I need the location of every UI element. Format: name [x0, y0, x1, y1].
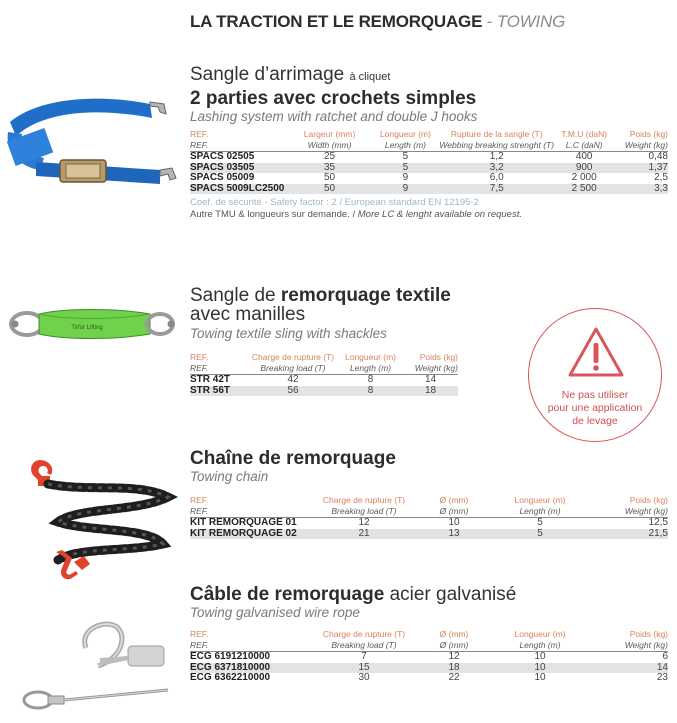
ref-cell: ECG 6191210000	[190, 651, 271, 662]
table-cell: 10	[534, 651, 546, 662]
textile-header-en	[190, 363, 458, 375]
header-cell: L.C (daN)	[554, 140, 614, 152]
textile-title-bold: remorquage textile	[280, 285, 451, 306]
table-cell: 13	[418, 529, 490, 540]
table-cell: 8	[367, 374, 374, 385]
header-cell: T.M.U (daN)	[561, 129, 608, 139]
lashing-title-line1	[190, 64, 668, 88]
table-cell: 6	[662, 651, 668, 662]
header-cell: Weight (kg)	[590, 506, 668, 518]
chain-subtitle: Towing chain	[190, 469, 269, 484]
textile-title-light: Sangle de	[190, 285, 276, 306]
table-cell: 10	[490, 663, 590, 674]
table-cell: 2 500	[554, 184, 614, 195]
table-cell: 30	[358, 672, 370, 683]
sling-brand-text: Tirfor Lifting	[71, 325, 103, 331]
table-cell: 14	[424, 374, 437, 385]
header-cell: Breaking load (T)	[248, 363, 338, 375]
table-cell: 2,5	[654, 172, 668, 183]
table-cell: 50	[288, 184, 372, 195]
table-cell: 9	[402, 172, 409, 183]
table-cell: 22	[448, 672, 460, 683]
table-row	[190, 518, 668, 529]
cable-table	[190, 629, 668, 684]
cable-header-en	[190, 640, 668, 652]
table-cell: 3,2	[439, 163, 554, 174]
header-cell: REF.	[190, 140, 288, 152]
table-cell: 3,3	[614, 184, 668, 195]
textile-subtitle: Towing textile sling with shackles	[190, 326, 387, 341]
table-cell: 35	[288, 163, 372, 174]
table-cell: 5	[372, 163, 440, 174]
availability-note	[190, 209, 668, 220]
warning-triangle-icon	[566, 325, 626, 381]
textile-table	[190, 352, 458, 396]
table-cell: 7	[361, 651, 367, 662]
table-cell: 18	[403, 386, 458, 397]
header-cell: Charge de rupture (T)	[322, 629, 406, 639]
table-cell: 5	[537, 517, 543, 528]
textile-title-line1	[190, 285, 470, 306]
header-cell: REF.	[190, 640, 310, 652]
table-cell: 12	[358, 517, 370, 528]
header-cell: Largeur (mm)	[303, 129, 356, 139]
header-cell: Ø (mm)	[439, 495, 469, 505]
header-cell: Length (m)	[338, 363, 403, 375]
table-cell: 1,37	[614, 163, 668, 174]
ref-cell: SPACS 03505	[190, 163, 288, 174]
header-cell: Poids (kg)	[629, 629, 668, 639]
table-row	[190, 173, 668, 184]
table-cell: 42	[287, 374, 299, 385]
header-cell: REF.	[190, 352, 209, 362]
chain-header-fr	[190, 495, 668, 506]
header-cell: Longueur (m)	[514, 495, 566, 505]
table-cell: 23	[656, 672, 668, 683]
header-cell: REF.	[190, 363, 248, 375]
lashing-header-fr	[190, 129, 668, 140]
cable-header-fr	[190, 629, 668, 640]
header-cell: Ø (mm)	[418, 640, 490, 652]
lashing-section	[190, 64, 668, 220]
header-cell: Poids (kg)	[419, 352, 458, 362]
chain-table	[190, 495, 668, 539]
page-title-separator: -	[486, 12, 493, 31]
textile-header-fr	[190, 352, 458, 363]
header-cell: Length (m)	[490, 506, 590, 518]
header-cell: Length (m)	[372, 140, 440, 152]
cable-title	[190, 584, 668, 605]
table-cell: 9	[372, 184, 440, 195]
header-cell: Weight (kg)	[614, 140, 668, 152]
table-row	[190, 386, 458, 397]
warning-text	[529, 389, 661, 428]
lashing-table	[190, 129, 668, 194]
safety-note: Coef. de sécurité - Safety factor : 2 / European standard EN 12195-2	[190, 197, 479, 208]
ref-cell: SPACS 02505	[190, 151, 255, 162]
header-cell: REF.	[190, 629, 209, 639]
lashing-title-small: à cliquet	[349, 71, 391, 83]
ref-cell: STR 56T	[190, 386, 248, 397]
header-cell: Rupture de la sangle (T)	[450, 129, 543, 139]
cable-subtitle: Towing galvanised wire rope	[190, 605, 360, 620]
header-cell: Poids (kg)	[629, 495, 668, 505]
lashing-title-main: Sangle d’arrimage	[190, 64, 345, 85]
page-title	[190, 12, 565, 32]
table-cell: 2 000	[571, 172, 597, 183]
ref-cell: SPACS 5009LC2500	[190, 184, 288, 195]
warning-line: Ne pas utiliser	[561, 389, 629, 401]
chain-header-en	[190, 506, 668, 518]
header-cell: REF.	[190, 495, 209, 505]
cable-title-light: acier galvanisé	[389, 584, 517, 605]
header-cell: Longueur (m)	[514, 629, 566, 639]
towing-chain-image	[18, 452, 178, 582]
table-row	[190, 152, 668, 163]
warning-line: pour une application	[547, 402, 643, 414]
chain-section	[190, 448, 668, 539]
table-row	[190, 184, 668, 195]
table-cell: 7,5	[439, 184, 554, 195]
table-cell: 18	[418, 663, 490, 674]
availability-note-en: More LC & lenght available on request.	[357, 209, 522, 220]
header-cell: Longueur (m)	[344, 352, 397, 362]
ref-cell: KIT REMORQUAGE 02	[190, 529, 310, 540]
header-cell: Breaking load (T)	[310, 506, 418, 518]
no-lifting-warning-badge	[528, 308, 662, 442]
header-cell: Poids (kg)	[629, 129, 668, 139]
header-cell: Breaking load (T)	[310, 640, 418, 652]
textile-sling-image	[5, 298, 180, 350]
table-cell: 12,5	[648, 517, 668, 528]
header-cell: Weight (kg)	[403, 363, 458, 375]
table-cell: 14	[590, 663, 668, 674]
table-row	[190, 673, 668, 684]
wire-rope-image	[18, 618, 178, 720]
chain-title: Chaîne de remorquage	[190, 448, 396, 469]
header-cell: Width (mm)	[288, 140, 372, 152]
table-row	[190, 529, 668, 540]
header-cell: REF.	[190, 129, 209, 139]
header-cell: Length (m)	[490, 640, 590, 652]
table-cell: 10	[534, 672, 546, 683]
table-cell: 21	[310, 529, 418, 540]
table-cell: 50	[323, 172, 336, 183]
table-cell: 5	[490, 529, 590, 540]
header-cell: Weight (kg)	[590, 640, 668, 652]
table-cell: 400	[575, 151, 593, 162]
ref-cell: STR 42T	[190, 374, 231, 385]
table-cell: 15	[310, 663, 418, 674]
table-cell: 0,48	[648, 151, 668, 162]
header-cell: REF.	[190, 506, 310, 518]
table-cell: 6,0	[489, 172, 504, 183]
header-cell: Ø (mm)	[418, 506, 490, 518]
cable-section	[190, 584, 668, 684]
header-cell: Longueur (m)	[379, 129, 431, 139]
page-title-en: TOWING	[496, 12, 566, 31]
table-cell: 900	[554, 163, 614, 174]
header-cell: Ø (mm)	[439, 629, 469, 639]
ref-cell: SPACS 05009	[190, 172, 255, 183]
table-cell: 12	[448, 651, 460, 662]
table-cell: 5	[402, 151, 409, 162]
lashing-header-en	[190, 140, 668, 152]
table-row	[190, 652, 668, 663]
ref-cell: ECG 6362210000	[190, 672, 271, 683]
textile-title-line2: avec manilles	[190, 304, 306, 325]
ratchet-strap-image	[0, 92, 180, 202]
availability-note-fr: Autre TMU & longueurs sur demande. /	[190, 209, 356, 220]
ref-cell: ECG 6371810000	[190, 663, 310, 674]
page-title-fr: LA TRACTION ET LE REMORQUAGE	[190, 12, 483, 31]
textile-section	[190, 285, 470, 396]
table-cell: 56	[248, 386, 338, 397]
ref-cell: KIT REMORQUAGE 01	[190, 517, 297, 528]
lashing-title-line2: 2 parties avec crochets simples	[190, 88, 477, 109]
table-cell: 21,5	[590, 529, 668, 540]
table-row	[190, 375, 458, 386]
header-cell: Charge de rupture (T)	[322, 495, 406, 505]
lashing-subtitle: Lashing system with ratchet and double J hooks	[190, 109, 478, 124]
table-cell: 25	[323, 151, 336, 162]
table-cell: 1,2	[489, 151, 504, 162]
table-cell: 10	[448, 517, 460, 528]
warning-line: de levage	[572, 415, 618, 427]
header-cell: Webbing breaking strenght (T)	[439, 140, 555, 150]
table-cell: 8	[338, 386, 403, 397]
header-cell: Charge de rupture (T)	[251, 352, 335, 362]
cable-title-bold: Câble de remorquage	[190, 584, 385, 605]
